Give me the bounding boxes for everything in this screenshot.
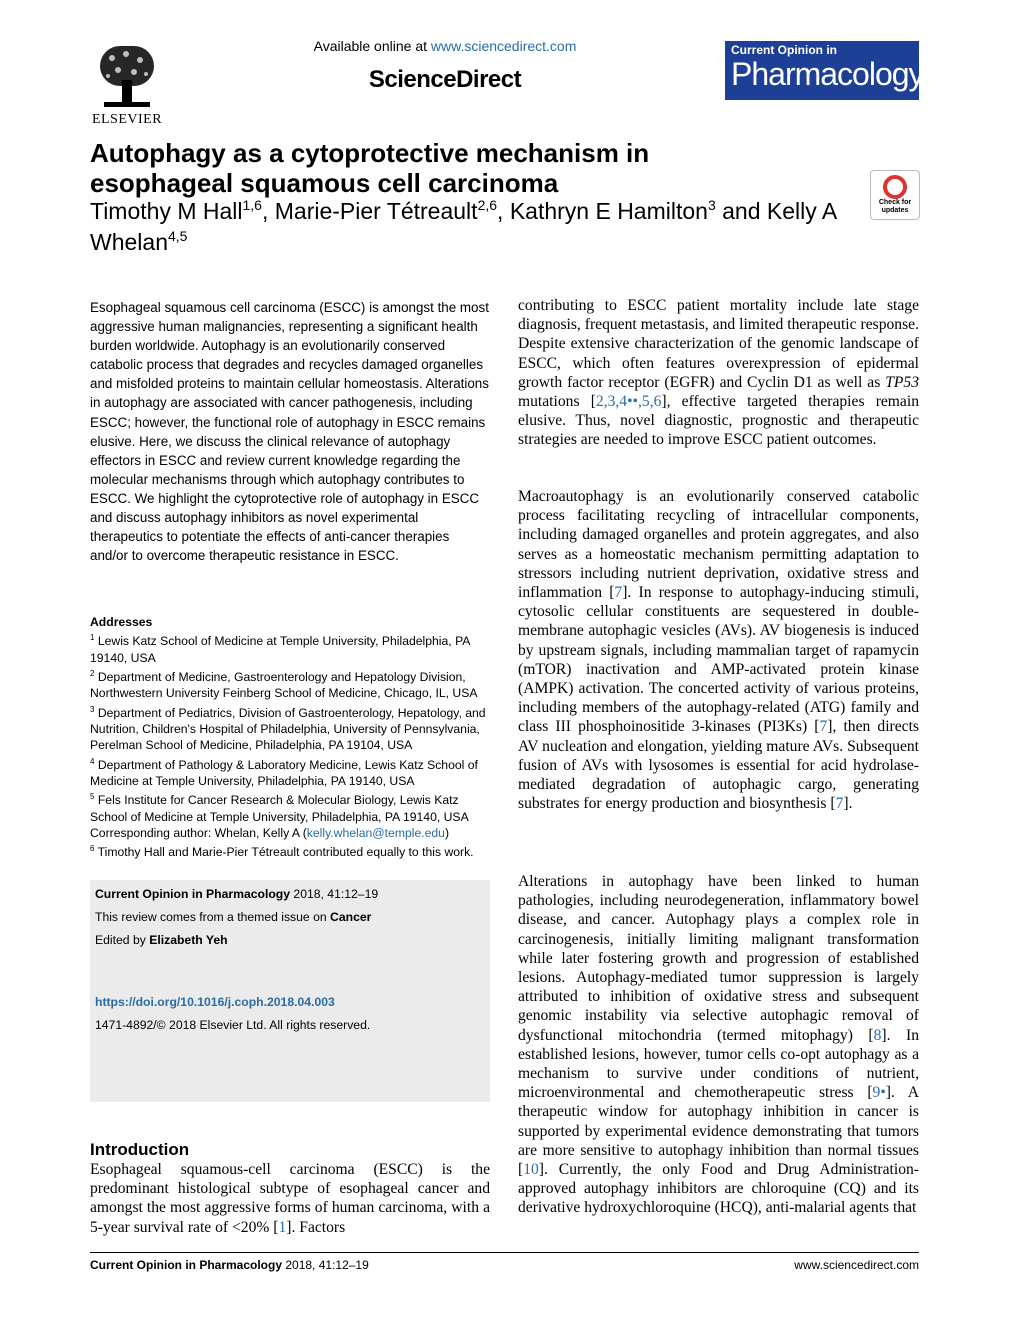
author-name[interactable]: Kathryn E Hamilton [509,198,708,224]
author-name[interactable]: Kelly A Whelan [90,198,836,255]
bookmark-icon [883,175,907,199]
addresses-heading: Addresses [90,615,153,629]
article-info-box [90,880,490,1102]
footer-citation [90,1258,369,1272]
introduction-heading: Introduction [90,1140,190,1159]
para-text: Alterations in autophagy have been linked to human pathologies, including neurodegeneration, inflammatory bowel disease, and cancer. Autophagy plays a complex role in carcinogenesis, initially limiting malignant transformation while later fostering growth and progression of established lesions. Autophagy-mediated tumor suppression is largely attributed to inhibition of oxidative stress and subsequent genomic instability via selective autophagic removal of dysfunctional mitochondria (termed mitophagy) [ [518,873,919,1044]
reference-link[interactable]: 10 [523,1161,539,1179]
address-item [90,789,495,825]
info-editor [95,932,485,948]
para-text: contributing to ESCC patient mortality include late stage diagnosis, frequent metastasis, and limited therapeutic response. Despite extensive characterization of the genomic landscape of ESCC, which often features overexpression of epidermal growth factor receptor (EGFR) and Cyclin D1 as well as [518,297,919,391]
author-name[interactable]: Marie-Pier Tétreault [274,198,478,224]
author-separator: and [715,198,767,224]
author-affiliation[interactable]: 2,6 [477,197,498,213]
address-item [90,666,495,702]
reference-link[interactable]: 7 [835,795,844,813]
corresponding-prefix: Corresponding author: Whelan, Kelly A ( [90,825,307,840]
intro-text-b: ]. Factors [286,1218,346,1236]
check-for-updates-label: Check for updates [878,199,912,214]
available-online-label: Available online at [313,38,427,54]
sciencedirect-wordmark: ScienceDirect [368,66,522,93]
address-num: 4 [90,756,95,766]
para-text: ]. [843,795,853,813]
corresponding-author [90,825,495,841]
address-text: Fels Institute for Cancer Research & Molecular Biology, Lewis Katz School of Medicine at Temple University, Philadelphia, PA 19140, USA [90,793,469,824]
note-num: 6 [90,844,95,854]
address-text: Department of Medicine, Gastroenterology and Hepatology Division, Northwestern University Feinberg School of Medicine, Chicago, IL, USA [90,670,478,701]
author-list [90,196,880,258]
info-citation-text: 2018, 41:12–19 [290,887,379,901]
address-num: 2 [90,668,95,678]
journal-banner-big: Pharmacology [731,56,924,92]
reference-link[interactable]: 7 [614,584,623,602]
article-title: Autophagy as a cytoprotective mechanism in esophageal squamous cell carcinoma [90,138,650,198]
info-editor-name[interactable]: Elizabeth Yeh [149,933,228,947]
info-theme [95,909,485,925]
author-name[interactable]: Timothy M Hall [90,198,243,224]
info-theme-prefix: This review comes from a themed issue on [95,910,331,924]
author-separator: , [261,198,275,224]
check-for-updates-button[interactable] [870,170,920,220]
info-edited-prefix: Edited by [95,933,150,947]
intro-text-a: Esophageal squamous-cell carcinoma (ESCC) is the predominant histological subtype of esophageal cancer and amongst the most aggressive forms of human carcinoma, with a 5-year survival rate of <20% [ [90,1161,490,1236]
info-theme-link[interactable]: Cancer [330,910,372,924]
sciencedirect-link[interactable]: www.sciencedirect.com [430,38,577,54]
para-text: ], then directs AV nucleation and elongation, yielding mature AVs. Subsequent fusion of AVs with lysosomes is essential for acid hydrolase-mediated degradation of autophagic cargo, generating substrates for energy production and biosynthesis [ [518,718,919,813]
note-text: Timothy Hall and Marie-Pier Tétreault contributed equally to this work. [97,845,474,860]
author-affiliation[interactable]: 3 [707,197,716,213]
gene-name: TP53 [885,373,919,391]
elsevier-wordmark: ELSEVIER [91,112,163,127]
addresses [90,614,495,861]
copyright: 1471-4892/© 2018 Elsevier Ltd. All rights reserved. [95,1018,371,1032]
para-text: ]. In response to autophagy-inducing stimuli, cytosolic cellular constituents are sequestered in double-membrane autophagic vesicles (AVs). AV biogenesis is induced by upstream signals, including mammalian target of rapamycin (mTOR) inactivation and AMP-activated protein kinase (AMPK) activation. The concerted activity of various proteins, including members of the autophagy-related (ATG) family and class III phosphoinositide 3-kinases (PI3Ks) [ [518,584,919,736]
corresponding-suffix: ) [444,825,450,840]
address-num: 1 [90,633,95,643]
para-text: mutations [ [518,393,596,411]
author-separator: , [497,198,510,224]
doi-link[interactable]: https://doi.org/10.1016/j.coph.2018.04.003 [95,995,335,1009]
body-paragraph-3 [518,872,919,1218]
address-text: Lewis Katz School of Medicine at Temple University, Philadelphia, PA 19140, USA [90,634,470,665]
corresponding-email-link[interactable]: kelly.whelan@temple.edu [306,825,445,840]
footer-journal: Current Opinion in Pharmacology [90,1258,283,1272]
address-text: Department of Pathology & Laboratory Medicine, Lewis Katz School of Medicine at Temple University, Philadelphia, PA 19140, USA [90,757,478,788]
footer-citation-text: 2018, 41:12–19 [282,1258,369,1272]
address-text: Department of Pediatrics, Division of Gastroenterology, Hepatology, and Nutrition, Children's Hospital of Philadelphia, University of Pennsylvania, Perelman School of Medicine, Philadelphia, PA 19104, USA [90,705,486,753]
address-item [90,630,495,666]
para-text: ], effective targeted therapies remain elusive. Thus, novel diagnostic, prognostic and therapeutic strategies are needed to improve ESCC patient outcomes. [518,393,919,449]
abstract: Esophageal squamous cell carcinoma (ESCC) is amongst the most aggressive human malignancies, representing a significant health burden worldwide. Autophagy is an evolutionarily conserved catabolic process that degrades and recycles damaged organelles and misfolded proteins to maintain cellular homeostasis. Alterations in autophagy are associated with cancer pathogenesis, including ESCC; however, the functional role of autophagy in ESCC remains elusive. Here, we discuss the clinical relevance of autophagy effectors in ESCC and review current knowledge regarding the molecular mechanisms through which autophagy contributes to ESCC. We highlight the cytoprotective role of autophagy in ESCC and discuss autophagy inhibitors as novel experimental therapeutics to potentiate the effects of anti-cancer therapies and/or to overcome therapeutic resistance in ESCC. [90,300,489,564]
footer-url[interactable]: www.sciencedirect.com [794,1258,919,1272]
author-affiliation[interactable]: 1,6 [242,197,262,213]
introduction-text [90,1160,490,1237]
para-text: ]. Currently, the only Food and Drug Administration-approved autophagy inhibitors are chloroquine (CQ) and its derivative hydroxychloroquine (HCQ), anti-malarial agents that [518,1161,919,1217]
info-journal: Current Opinion in Pharmacology [95,887,291,901]
reference-link[interactable]: 1 [278,1218,287,1236]
address-item [90,754,495,790]
journal-banner-small: Current Opinion in [731,43,837,57]
address-item [90,702,495,754]
reference-link[interactable]: 9• [872,1084,886,1102]
footer-divider [90,1252,919,1253]
info-citation [95,886,485,902]
body-paragraph-2 [518,487,919,813]
reference-link[interactable]: 7 [819,718,828,736]
address-num: 5 [90,792,95,802]
para-text: Macroautophagy is an evolutionarily conserved catabolic process facilitating recycling of intracellular components, including damaged organelles and protein aggregates, and also serves as a homeostatic mechanism permitting adaptation to stressors including nutrient deprivation, oxidative stress and inflammation [ [518,488,919,602]
para-text: ]. In established lesions, however, tumor cells co-opt autophagy as a mechanism to survive under conditions of nutrient, microenvironmental and chemotherapeutic stress [ [518,1026,919,1102]
body-paragraph-1 [518,296,919,450]
reference-link[interactable]: 8 [873,1026,882,1044]
address-num: 3 [90,704,95,714]
author-affiliation[interactable]: 4,5 [167,228,188,244]
equal-contribution-note [90,841,495,860]
journal-banner [725,41,924,100]
para-text: ]. A therapeutic window for autophagy inhibition in cancer is supported by experimental evidence demonstrating that tumors are more sensitive to autophagy inhibition than normal tissues [ [518,1084,919,1179]
reference-link[interactable]: 2,3,4••,5,6 [595,393,662,411]
